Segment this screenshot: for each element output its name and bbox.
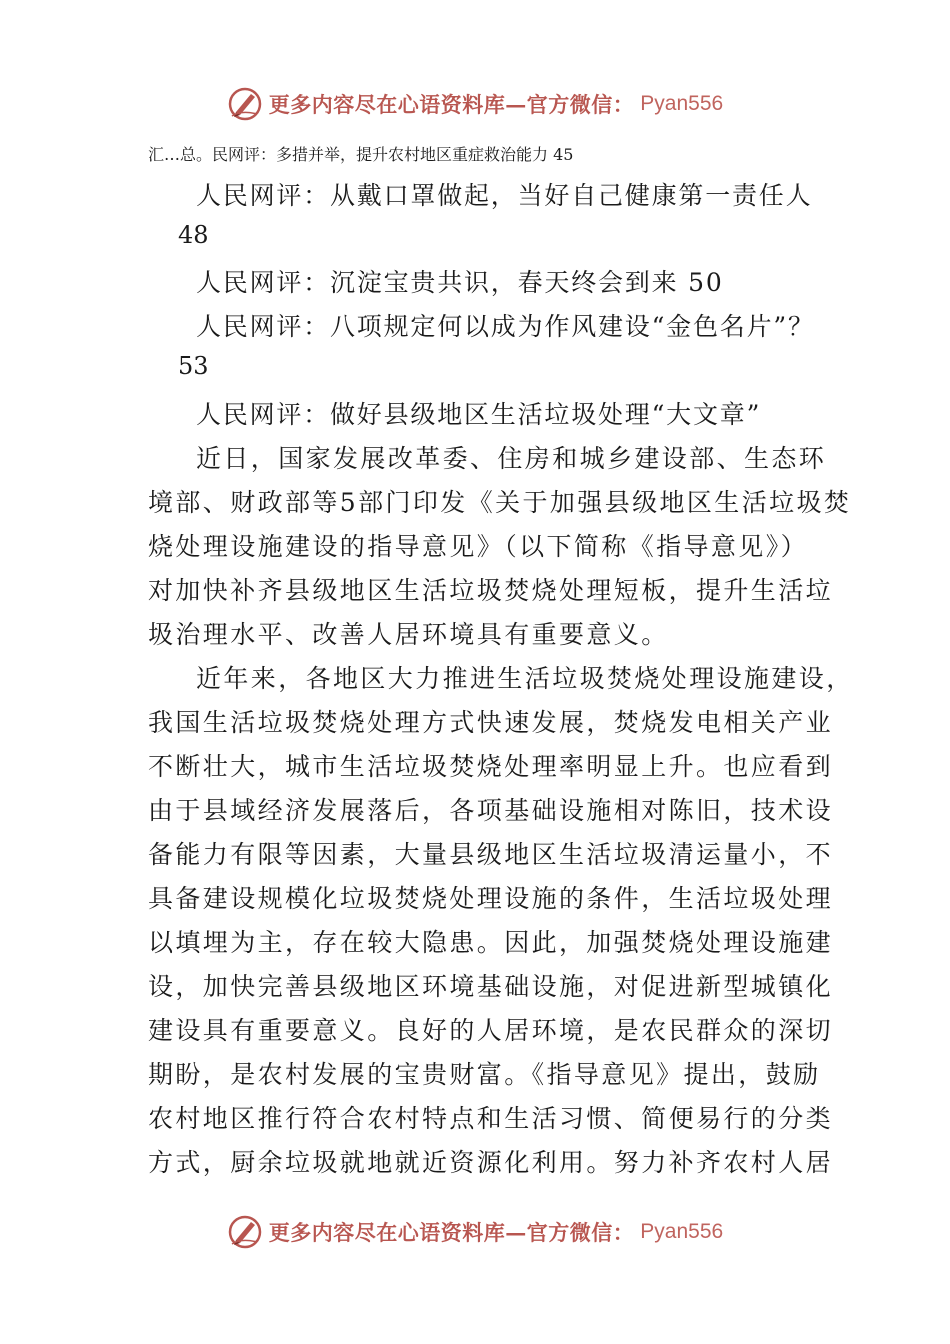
paragraph-line: 由于县域经济发展落后，各项基础设施相对陈旧，技术设 [148, 796, 834, 825]
toc-entry-2-title: 人民网评：沉淀宝贵共识，春天终会到来 50 [196, 268, 724, 297]
paragraph-line: 我国生活垃圾焚烧处理方式快速发展，焚烧发电相关产业 [148, 708, 834, 737]
paragraph-line: 不断壮大，城市生活垃圾焚烧处理率明显上升。也应看到 [148, 752, 834, 781]
pen-logo-icon [227, 1214, 263, 1250]
toc-entry-3-title: 人民网评：八项规定何以成为作风建设“金色名片”？ [196, 312, 815, 341]
paragraph-line: 建设具有重要意义。良好的人居环境，是农民群众的深切 [148, 1016, 834, 1045]
article-title: 人民网评：做好县级地区生活垃圾处理“大文章” [196, 400, 762, 429]
paragraph-line: 期盼，是农村发展的宝贵财富。《指导意见》提出，鼓励 [148, 1060, 821, 1089]
paragraph-line: 近日，国家发展改革委、住房和城乡建设部、生态环 [196, 444, 827, 473]
paragraph-line: 境部、财政部等5部门印发《关于加强县级地区生活垃圾焚 [148, 488, 852, 517]
pen-logo-icon [227, 86, 263, 122]
paragraph-line: 设，加快完善县级地区环境基础设施，对促进新型城镇化 [148, 972, 834, 1001]
toc-entry-1-page: 48 [178, 221, 209, 249]
paragraph-line: 具备建设规模化垃圾焚烧处理设施的条件，生活垃圾处理 [148, 884, 834, 913]
paragraph-line: 圾治理水平、改善人居环境具有重要意义。 [148, 620, 669, 649]
banner-text: 更多内容尽在心语资料库—官方微信： [268, 92, 635, 117]
paragraph-line: 烧处理设施建设的指导意见》（以下简称《指导意见》） [148, 532, 809, 561]
paragraph-line: 对加快补齐县级地区生活垃圾焚烧处理短板，提升生活垃 [148, 576, 834, 605]
paragraph-line: 以填埋为主，存在较大隐患。因此，加强焚烧处理设施建 [148, 928, 834, 957]
header-banner [0, 84, 950, 124]
banner-text: 更多内容尽在心语资料库—官方微信： [268, 1220, 635, 1245]
toc-entry-1-title: 人民网评：从戴口罩做起，当好自己健康第一责任人 [196, 181, 813, 210]
paragraph-line: 备能力有限等因素，大量县级地区生活垃圾清运量小，不 [148, 840, 834, 869]
paragraph-line: 农村地区推行符合农村特点和生活习惯、简便易行的分类 [148, 1104, 834, 1133]
paragraph-line: 方式，厨余垃圾就地就近资源化利用。努力补齐农村人居 [148, 1148, 834, 1177]
banner-contact: Pyan556 [640, 1220, 724, 1243]
banner-contact: Pyan556 [640, 92, 724, 115]
paragraph-line: 近年来，各地区大力推进生活垃圾焚烧处理设施建设， [196, 664, 854, 693]
toc-entry-3-page: 53 [178, 352, 209, 380]
toc-entry-small: 汇…总。民网评：多措并举，提升农村地区重症救治能力 45 [148, 145, 574, 164]
footer-banner [0, 1212, 950, 1252]
